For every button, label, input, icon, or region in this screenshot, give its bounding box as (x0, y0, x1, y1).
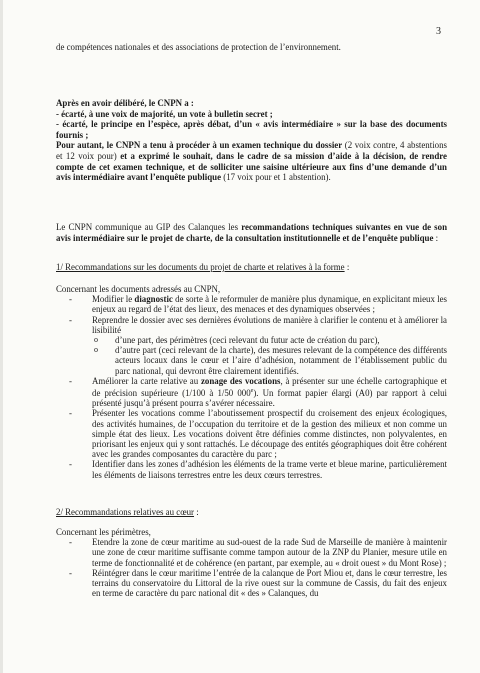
section-1-item-vocations: - Présenter les vocations comme l’aboutissement prospectif du croisement des enjeux écologiques, des activités humaines, de l’occupation du territoire et de la gestion des milieux et non comme un simple état des lieux. Les vocations doivent être définies comme distinctes, non polyvalentes, en priorisant les enjeux qui y sont rattachés. Le découpage des entités géographiques doit être cohérent avec les grandes composantes du caractère du parc ; (56, 408, 447, 459)
section-1-sublist (92, 335, 447, 376)
section-2-item-reintegration: - Réintégrer dans le cœur maritime l’entrée de la calanque de Port Miou et, dans le cœur terrestre, les terrains du conservatoire du Littoral de la rive ouest sur la commune de Cassis, du fait des enjeux en terme de caractère du parc national dit « des » Calanques, du (56, 568, 447, 599)
section-2-item-extension: - Etendre la zone de cœur maritime au sud-ouest de la rade Sud de Marseille de manière à maintenir une zone de cœur maritime suffisante comme tampon autour de la ZNP du Planier, mesure utile en terme de fonctionnalité et de cohérence (en partant, par exemple, au « droit ouest » du Mont Rose) ; (56, 537, 447, 568)
page-number: 3 (436, 26, 441, 37)
section-1-item-carte (56, 376, 447, 409)
item1-part-b: diagnostic (134, 294, 173, 305)
section-1-lead: Concernant les documents adressés au CNPN, (56, 284, 221, 294)
conclusion-part-b: (2 voix contre, 4 abstentions et 12 voix pour) (56, 140, 448, 161)
section-1-title-block (56, 262, 447, 273)
deliberation-bullet-2: - écarté, le principe en l’espèce, après débat, d’un « avis intermédiaire » sur la base des documents fournis ; (56, 119, 447, 140)
deliberation-heading: Après en avoir délibéré, le CNPN a : (56, 98, 194, 108)
section-1-subitem-perimetres: o d’une part, des périmètres (ceci relevant du futur acte de création du parc), (92, 335, 447, 345)
item2-text: Reprendre le dossier avec ses dernières évolutions de manière à clarifier le contenu et à améliorer la lisibilité (92, 314, 447, 335)
communique-part-c: : (433, 232, 439, 243)
section-2-title-text: 2/ Recommandations relatives au cœur (56, 507, 195, 517)
section-1-title (56, 262, 447, 273)
section-2-title-tail: : (194, 507, 199, 517)
item3-superscript: e (250, 388, 254, 395)
communique-part-b: recommandations techniques suivantes en vue de son avis intermédiaire sur le projet de charte, de la consultation institutionnelle et de l’enquête publique (56, 222, 447, 243)
deliberation-block (56, 98, 447, 183)
item3-part-a: Améliorer la carte relative au (92, 375, 201, 386)
section-2-list (56, 537, 447, 598)
section-1-item-dossier (56, 315, 447, 376)
conclusion-part-a: Pour autant, le CNPN a tenu à procéder à un examen technique du dossier (56, 140, 343, 151)
conclusion-part-c: et a exprimé le souhait, dans le cadre de sa mission d’aide à la décision, de rendre compte de cet examen technique, et de solliciter une saisine ultérieure aux fins d’une demande d’un avis intermédiaire avant l’enquête publique (56, 150, 447, 183)
section-2-body (56, 527, 447, 598)
item1-part-a: Modifier le (92, 294, 135, 305)
section-1-subitem-charte: o d’autre part (ceci relevant de la charte), des mesures relevant de la compétence des différents acteurs locaux dans le cœur et l’aire d’adhésion, notamment de l’établissement public du parc national, qui devront être clairement identifiés. (92, 345, 447, 376)
section-1-item-diagnostic (56, 294, 447, 314)
page-edge-shadow (0, 0, 3, 673)
item3-part-d: ). Un format papier élargi (A0) par rapport à celui présenté jusqu’à présent pourra s’avérer nécessaire. (92, 388, 447, 409)
section-2-lead: Concernant les périmètres, (56, 527, 151, 537)
section-1-body (56, 284, 447, 480)
deliberation-conclusion (56, 140, 447, 182)
item3-part-c: , à présenter sur une échelle cartographique et de précision supérieure (1/100 à 1/50 000 (92, 375, 447, 398)
conclusion-part-d: (17 voix pour et 1 abstention). (221, 172, 331, 183)
item3-part-b: zonage des vocations (200, 375, 281, 386)
item1-part-c: de sorte à le reformuler de manière plus dynamique, en explicitant mieux les enjeux au regard de l’état des lieux, des menaces et des dynamiques observées ; (92, 294, 447, 315)
communique-part-a: Le CNPN communique au GIP des Calanques les (56, 222, 242, 232)
section-1-title-text: 1/ Recommandations sur les documents du projet de charte et relatives à la forme (56, 262, 345, 272)
communique-block (56, 222, 447, 243)
intro-line-block (56, 42, 447, 53)
communique-paragraph (56, 222, 447, 243)
section-1-list (56, 294, 447, 480)
section-2-title-block (56, 507, 447, 518)
intro-line: de compétences nationales et des associations de protection de l’environnement. (56, 42, 341, 52)
section-2-title (56, 507, 447, 518)
section-1-item-trame: - Identifier dans les zones d’adhésion les éléments de la trame verte et bleue marine, particulièrement les éléments de liaisons terrestres entre les deux cœurs terrestres. (56, 459, 447, 479)
deliberation-bullet-1: - écarté, à une voix de majorité, un vote à bulletin secret ; (56, 108, 273, 119)
section-1-title-tail: : (344, 262, 350, 272)
